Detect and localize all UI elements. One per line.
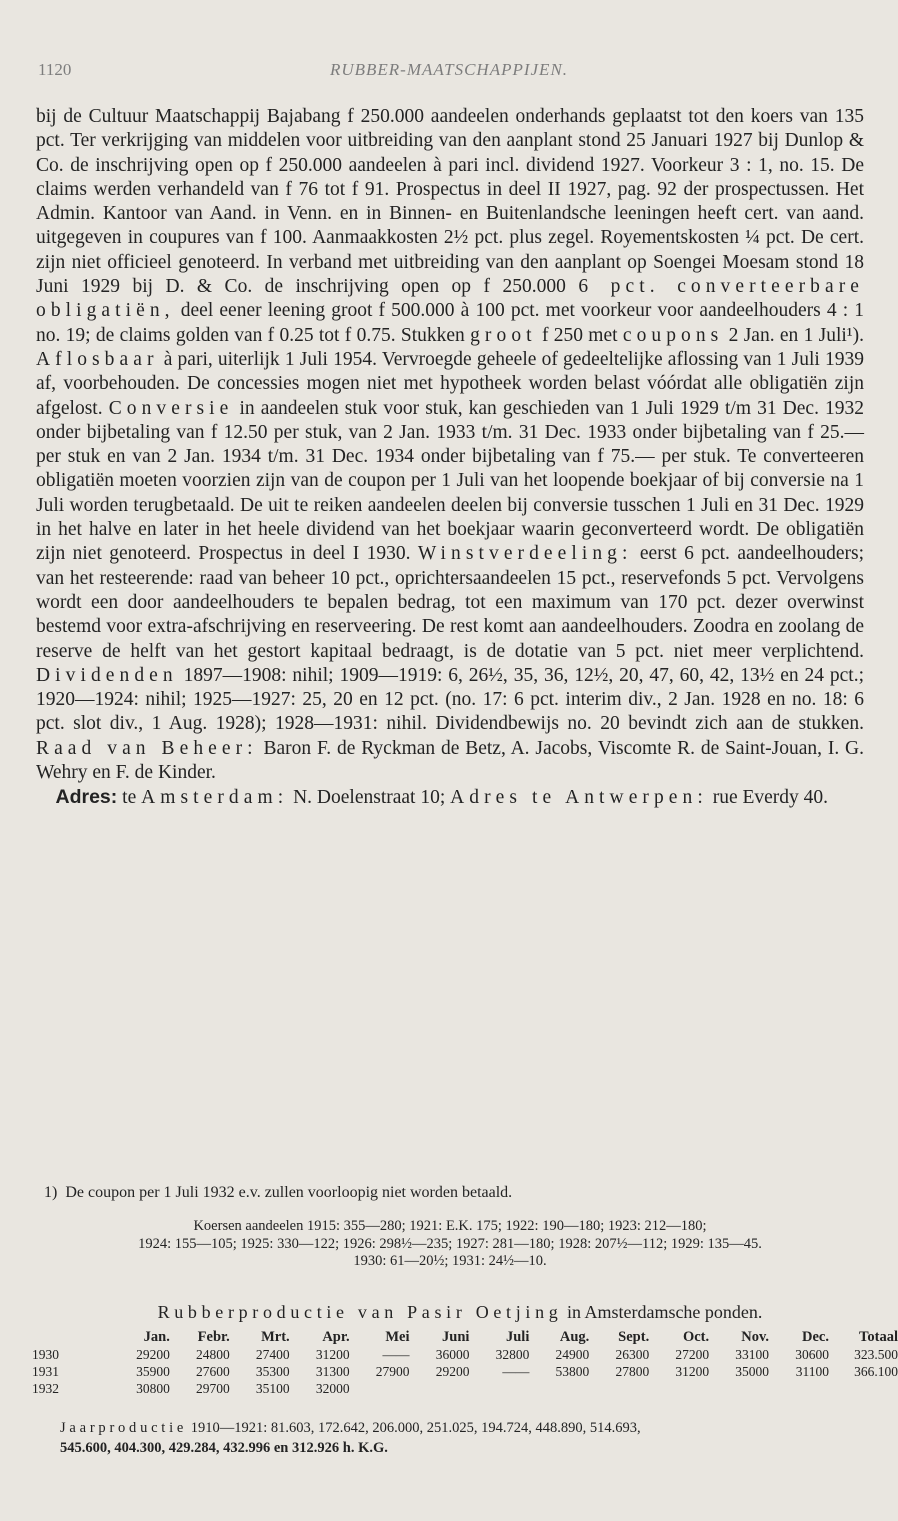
text-run: bij de Cultuur Maatschappij Bajabang f 250.000 aandeelen onderhands geplaatst tot den koers van 135 pct. Ter verkrijging van middelen voor uitbreiding van den aanplant stond 25 Januari 1927 bij Dunlop & Co. de inschrijving open op f 250.000 aandeelen à pari incl. dividend 1927. Voorkeur 3 : 1, no. 15. De claims werden verhandeld van f 76 tot f 91. Prospectus in deel II 1927, pag. 92 der prospectussen. Het Admin. Kantoor van Aand. in Venn. en in Binnen- en Buitenlandsche leeningen heeft cert. van aand. uitgegeven in coupures van f 100. Aanmaakkosten 2½ pct. plus zegel. Royementskosten ¼ pct. De cert. zijn niet officieel genoteerd. In verband met uitbreiding van den aanplant op Soengei Moesam stond 18 Juni 1929 bij D. & Co. de inschrijving open op f 250.000: [36, 106, 864, 298]
year-cell: 1932: [32, 1380, 59, 1396]
table-cell: [529, 1380, 589, 1397]
page-header: [38, 60, 860, 86]
annual-production-label: Jaarproductie: [60, 1420, 188, 1436]
production-title-rest: in Amsterdamsche ponden.: [566, 1302, 763, 1322]
table-cell: 27200: [675, 1346, 710, 1362]
table-cell: 32000: [315, 1380, 350, 1396]
column-header: Dec.: [802, 1328, 829, 1345]
text-run: Baron F. de Ryckman de Betz, A. Jacobs, Viscomte R. de Saint-Jouan, I. G. Wehry en F. de Kinder.: [36, 737, 865, 784]
table-cell: 31200: [675, 1363, 710, 1379]
column-header: Mrt.: [261, 1328, 290, 1345]
table-cell: 33100: [735, 1346, 770, 1362]
text-run: 1897—1908: nihil; 1909—1919: 6, 26½, 35, 36, 12½, 20, 47, 60, 42, 13½ en 24 pct.; 1920—1924: nihil; 1925—1927: 25, 20 en 12 pct. (no. 17: 6 pct. interim div., 2 Jan. 1928 en no. 18: 6 pct. slot div., 1 Aug. 1928); 1928—1931: nihil. Dividendbewijs no. 20 bevindt zich aan de stukken.: [36, 664, 865, 735]
footnote-text: De coupon per 1 Juli 1932 e.v. zullen voorloopig niet worden betaald.: [65, 1184, 513, 1201]
table-cell: 35100: [255, 1380, 290, 1396]
table-cell: 53800: [555, 1363, 590, 1379]
column-header: Oct.: [682, 1328, 710, 1345]
table-row: [32, 1363, 898, 1380]
spaced-term: Adres te Antwerpen:: [450, 787, 708, 809]
spaced-term: groot: [470, 324, 537, 346]
footnote-marker: 1): [44, 1184, 58, 1201]
share-prices-line: [36, 1218, 864, 1236]
year-cell: 1931: [32, 1363, 59, 1379]
table-cell: 26300: [615, 1346, 650, 1362]
table-header-row: [32, 1328, 898, 1346]
table-cell: 35900: [136, 1363, 170, 1379]
share-prices-label: Koersen aandeelen: [193, 1218, 304, 1234]
table-cell: ——: [382, 1346, 410, 1362]
column-header: Sept.: [618, 1328, 650, 1345]
table-cell: 30800: [136, 1380, 170, 1396]
annual-production-values: 1910—1921: 81.603, 172.642, 206.000, 251.025, 194.724, 448.890, 514.693,: [190, 1420, 641, 1436]
table-cell: 27400: [255, 1346, 290, 1362]
table-cell: 27600: [196, 1363, 230, 1379]
table-cell: [350, 1380, 410, 1397]
text-run: te: [122, 787, 137, 809]
table-cell: [589, 1380, 649, 1397]
column-header: Juni: [442, 1328, 470, 1345]
spaced-term: Conversie: [108, 397, 234, 419]
address-label: Adres:: [55, 786, 118, 809]
spaced-term: 6 pct. converteerbare obligatiën,: [36, 276, 864, 322]
table-cell: 29200: [435, 1363, 470, 1379]
column-header: Jan.: [143, 1328, 170, 1345]
table-cell: 36000: [435, 1346, 470, 1362]
annual-production-line: 545.600, 404.300, 429.284, 432.996 en 312.926 h. K.G.: [60, 1440, 388, 1456]
text-run: N. Doelenstraat 10;: [293, 787, 446, 809]
column-header: Aug.: [559, 1328, 590, 1345]
production-title-spaced: Rubberproductie van Pasir Oetjing: [157, 1302, 563, 1322]
table-cell: 32800: [495, 1346, 530, 1362]
table-cell: 24800: [196, 1346, 230, 1362]
column-header: Febr.: [197, 1328, 230, 1345]
table-cell: [410, 1380, 470, 1397]
company-paragraph: [36, 105, 864, 785]
column-header: Nov.: [741, 1328, 770, 1345]
column-header: [32, 1328, 110, 1346]
table-cell: 31200: [315, 1346, 350, 1362]
spaced-term: Aflosbaar: [36, 348, 159, 370]
column-header: Mei: [385, 1328, 410, 1345]
column-header: Apr.: [322, 1328, 350, 1345]
table-cell: [769, 1380, 829, 1397]
table-cell: ——: [502, 1363, 530, 1379]
annual-production: [60, 1418, 880, 1458]
column-header: Juli: [505, 1328, 530, 1345]
table-cell: [469, 1380, 529, 1397]
table-cell: 31300: [315, 1363, 350, 1379]
table-row: [32, 1346, 898, 1363]
address-paragraph: [36, 785, 864, 810]
table-cell: 27900: [375, 1363, 410, 1379]
table-cell: 31100: [795, 1363, 829, 1379]
text-run: in aandeelen stuk voor stuk, kan geschieden van 1 Juli 1929 t/m 31 Dec. 1932 onder bijbetaling van f 12.50 per stuk, van 2 Jan. 1933 t/m. 31 Dec. 1933 onder bijbetaling van f 25.— per stuk en van 2 Jan. 1934 t/m. 31 Dec. 1934 onder bijbetaling van f 75.— per stuk. Te converteeren obligatiën moeten voorzien zijn van de coupon per 1 Juli van het loopende boekjaar of bij conversie na 1 Juli worden terugbetaald. De uit te reiken aandeelen deelen bij conversie tusschen 1 Juli en 31 Dec. 1929 in het halve en later in het heele dividend van het boekjaar waarin geconverteerd wordt. De obligatiën zijn niet genoteerd. Prospectus in deel I 1930.: [36, 397, 865, 565]
body-text: [36, 105, 864, 811]
share-prices-line: 1924: 155—105; 1925: 330—122; 1926: 298½—235; 1927: 281—180; 1928: 207½—112; 1929: 135—45.: [138, 1235, 762, 1252]
page-number: 1120: [38, 60, 72, 79]
spaced-term: coupons: [622, 324, 724, 346]
table-cell: 24900: [555, 1346, 590, 1362]
share-prices-values: 1915: 355—280; 1921: E.K. 175; 1922: 190—180; 1923: 212—180;: [306, 1218, 707, 1234]
table-cell: 27800: [615, 1363, 650, 1379]
total-cell: 366.100: [854, 1363, 898, 1379]
share-prices: [36, 1218, 864, 1271]
production-table: [32, 1328, 898, 1397]
production-title: [60, 1302, 860, 1323]
spaced-term: Raad van Beheer:: [36, 737, 258, 759]
spaced-term: Dividenden: [36, 664, 178, 686]
text-run: rue Everdy 40.: [712, 787, 829, 809]
table-cell: 35000: [735, 1363, 770, 1379]
annual-production-line: [60, 1418, 880, 1438]
table-row: [32, 1380, 898, 1397]
table-cell: 29700: [196, 1380, 230, 1396]
text-run: 2 Jan. en 1 Juli¹).: [728, 324, 865, 346]
text-run: eerst 6 pct. aandeelhouders; van het resteerende: raad van beheer 10 pct., oprichtersaandeelen 15 pct., reservefonds 5 pct. Vervolgens wordt een door aandeelhouders te bepalen bedrag, tot een maximum van 170 pct. dezer overwinst bestemd voor extra-afschrijving en reserveering. De rest komt aan aandeelhouders. Zoodra en zoolang de reserve de helft van het gestort kapitaal bedraagt, is de dotatie van 5 pct. niet meer verplichtend.: [36, 543, 865, 662]
table-cell: 35300: [255, 1363, 290, 1379]
year-cell: 1930: [32, 1346, 59, 1362]
column-header: Totaal: [859, 1328, 898, 1345]
total-cell: [829, 1380, 898, 1397]
table-cell: [709, 1380, 769, 1397]
table-cell: [649, 1380, 709, 1397]
total-cell: 323.500: [854, 1346, 898, 1362]
table-cell: 30600: [795, 1346, 829, 1362]
text-run: f 250 met: [541, 324, 618, 346]
spaced-term: Winstverdeeling:: [417, 543, 633, 565]
spaced-term: Amsterdam:: [141, 787, 289, 809]
text-run: à pari, uiterlijk 1 Juli 1954. Vervroegde geheele of gedeeltelijke aflossing van 1 Juli 1939 af, voorbehouden. De concessies mogen niet met hypotheek worden belast vóórdat alle obligatiën zijn afgelost.: [36, 348, 865, 419]
share-prices-line: 1930: 61—20½; 1931: 24½—10.: [353, 1253, 547, 1269]
text-run: deel eener leening groot f 500.000 à 100 pct. met voorkeur voor aandeelhouders 4 : 1 no. 19; de claims golden van f 0.25 tot f 0.75. Stukken: [36, 300, 864, 346]
running-head: RUBBER-MAATSCHAPPIJEN.: [329, 60, 569, 79]
table-cell: 29200: [136, 1346, 170, 1362]
footnote: [36, 1184, 864, 1202]
